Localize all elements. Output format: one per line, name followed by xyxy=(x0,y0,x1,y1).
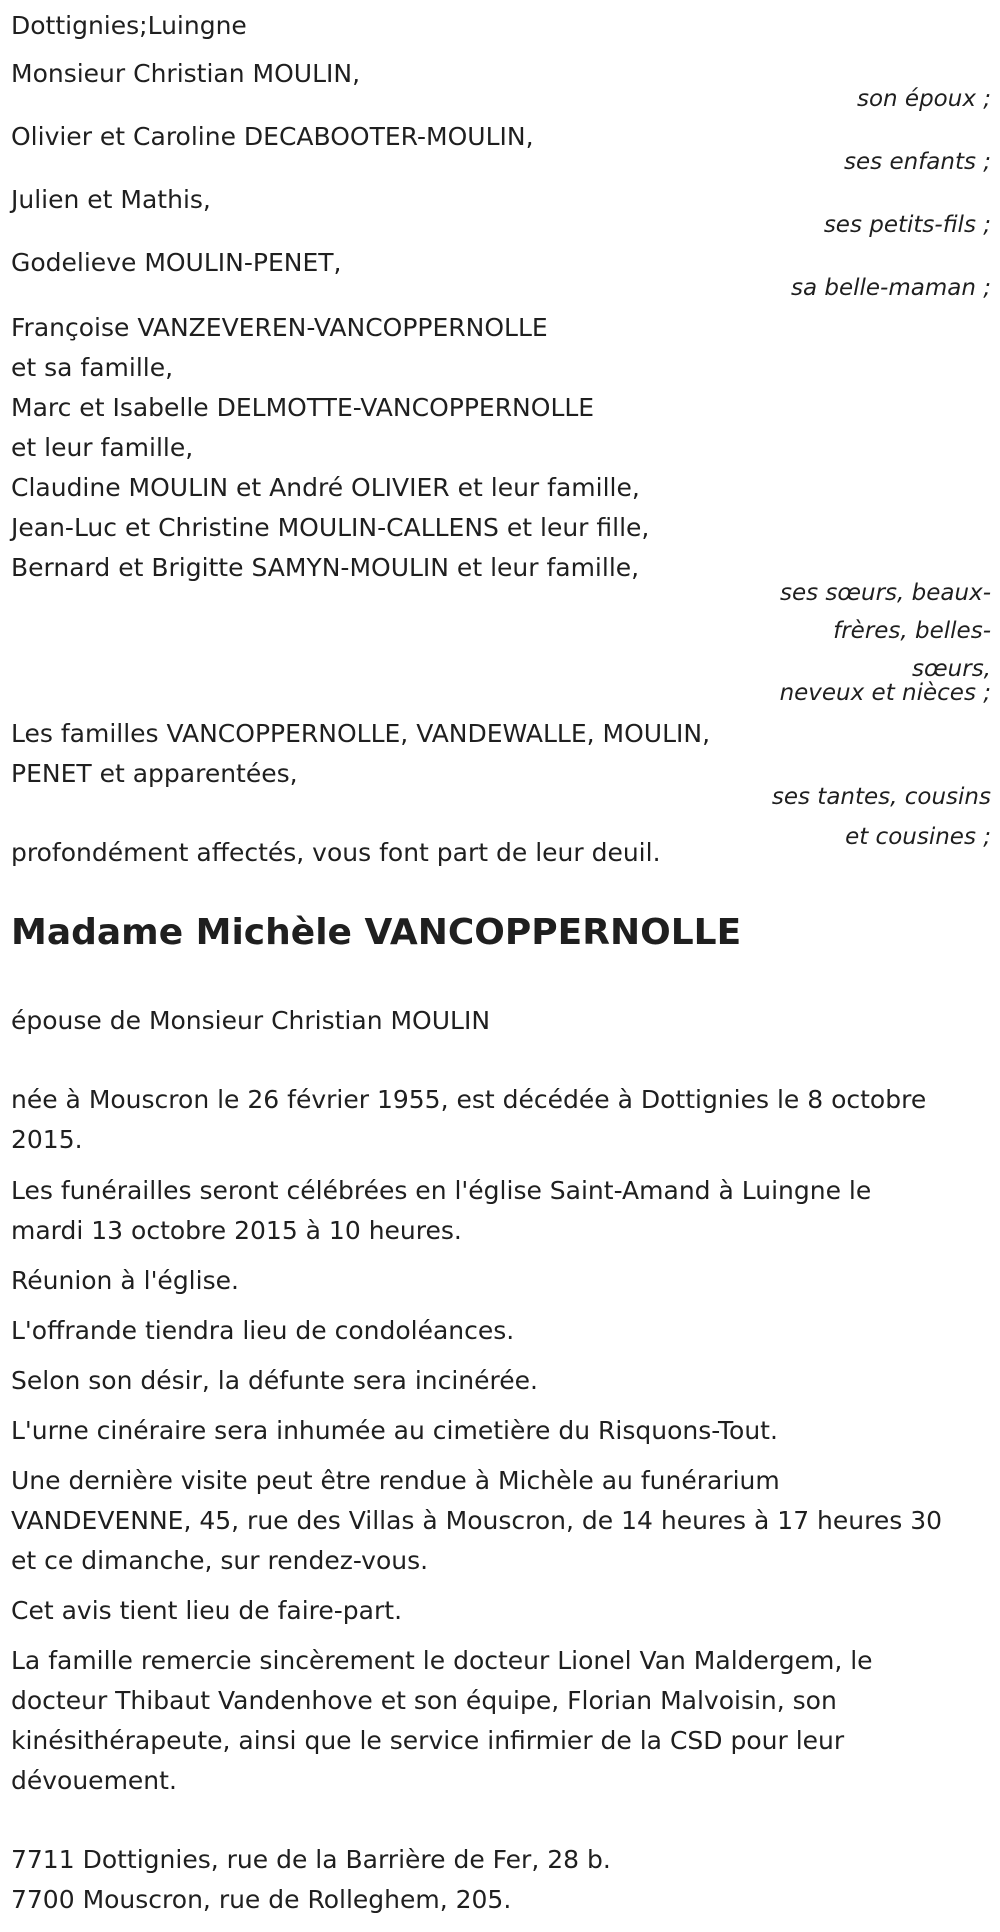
sibling-line: Marc et Isabelle DELMOTTE-VANCOPPERNOLLE xyxy=(11,393,595,422)
sibling-line: Françoise VANZEVEREN-VANCOPPERNOLLE xyxy=(11,313,548,342)
notice-line: Réunion à l'église. xyxy=(11,1266,239,1295)
relatives-relation-line: et cousines ; xyxy=(845,824,991,850)
notice-line: Une dernière visite peut être rendue à Michèle au funérarium xyxy=(11,1466,780,1495)
notice-line: mardi 13 octobre 2015 à 10 heures. xyxy=(11,1216,462,1245)
siblings-relation-line: frères, belles- xyxy=(833,618,991,644)
notice-urn xyxy=(11,1411,991,1451)
notice-funeral xyxy=(11,1171,991,1251)
notice-line: Selon son désir, la défunte sera incinérée. xyxy=(11,1366,538,1395)
sibling-line: Bernard et Brigitte SAMYN-MOULIN et leur famille, xyxy=(11,553,640,582)
sibling-line: et sa famille, xyxy=(11,353,174,382)
obituary-notice xyxy=(11,0,991,1932)
address-line: 7711 Dottignies, rue de la Barrière de Fer, 28 b. xyxy=(11,1845,611,1874)
family-name-grandchildren: Julien et Mathis, xyxy=(11,185,211,214)
sibling-line: Jean-Luc et Christine MOULIN-CALLENS et leur fille, xyxy=(11,513,650,542)
notice-line: L'urne cinéraire sera inhumée au cimetière du Risquons-Tout. xyxy=(11,1416,778,1445)
birth-death-line: 2015. xyxy=(11,1125,83,1154)
notice-line: et ce dimanche, sur rendez-vous. xyxy=(11,1546,429,1575)
notice-line: Les funérailles seront célébrées en l'église Saint-Amand à Luingne le xyxy=(11,1176,872,1205)
deceased-name: Madame Michèle VANCOPPERNOLLE xyxy=(11,912,742,953)
notice-line: VANDEVENNE, 45, rue des Villas à Mouscron, de 14 heures à 17 heures 30 xyxy=(11,1506,943,1535)
notice-meeting xyxy=(11,1261,991,1301)
relatives-line: PENET et apparentées, xyxy=(11,759,298,788)
address-line: 7700 Mouscron, rue de Rolleghem, 205. xyxy=(11,1885,512,1914)
family-name-mother-in-law: Godelieve MOULIN-PENET, xyxy=(11,248,342,277)
relatives-line: Les familles VANCOPPERNOLLE, VANDEWALLE, MOULIN, xyxy=(11,719,711,748)
notice-line: L'offrande tiendra lieu de condoléances. xyxy=(11,1316,515,1345)
relatives-relation-line: ses tantes, cousins xyxy=(771,784,991,810)
notice-line: Cet avis tient lieu de faire-part. xyxy=(11,1596,403,1625)
sibling-line: et leur famille, xyxy=(11,433,194,462)
family-relation-children: ses enfants ; xyxy=(844,149,991,175)
family-relation-spouse: son époux ; xyxy=(856,86,991,112)
notice-visit xyxy=(11,1461,991,1581)
siblings-relation-line: neveux et nièces ; xyxy=(779,680,991,706)
notice-cremation xyxy=(11,1361,991,1401)
family-relation-grandchildren: ses petits-fils ; xyxy=(823,212,991,238)
family-name-children: Olivier et Caroline DECABOOTER-MOULIN, xyxy=(11,122,534,151)
family-closing-line: profondément affectés, vous font part de leur deuil. xyxy=(11,838,661,867)
family-name-spouse: Monsieur Christian MOULIN, xyxy=(11,59,361,88)
birth-death-line: née à Mouscron le 26 février 1955, est décédée à Dottignies le 8 octobre xyxy=(11,1085,927,1114)
notice-line: kinésithérapeute, ainsi que le service infirmier de la CSD pour leur xyxy=(11,1726,845,1755)
spouse-line: épouse de Monsieur Christian MOULIN xyxy=(11,1006,491,1035)
notice-line: dévouement. xyxy=(11,1766,177,1795)
notice-announcement xyxy=(11,1591,991,1631)
location-header: Dottignies;Luingne xyxy=(11,11,247,40)
notice-offering xyxy=(11,1311,991,1351)
siblings-relation-line: sœurs, xyxy=(912,656,991,682)
sibling-line: Claudine MOULIN et André OLIVIER et leur famille, xyxy=(11,473,640,502)
notice-line: La famille remercie sincèrement le docteur Lionel Van Maldergem, le xyxy=(11,1646,873,1675)
notice-thanks xyxy=(11,1641,991,1801)
addresses xyxy=(11,1840,991,1920)
notice-line: docteur Thibaut Vandenhove et son équipe, Florian Malvoisin, son xyxy=(11,1686,837,1715)
siblings-relation-line: ses sœurs, beaux- xyxy=(779,580,991,606)
family-relation-mother-in-law: sa belle-maman ; xyxy=(790,275,991,301)
